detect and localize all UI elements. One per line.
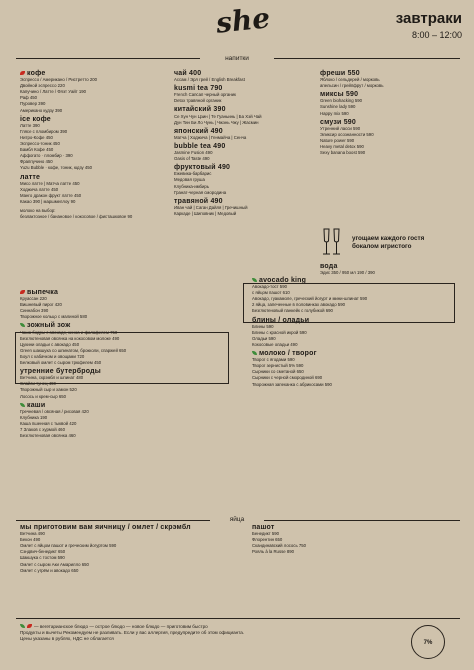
menu-item: Яблоко / сельдерей / морковь [320,77,380,83]
menu-block-title: латте [20,173,41,181]
menu-block-title: миксы 590 [320,91,359,99]
menu-item: Ежевика-барбарис [174,171,212,177]
chili-icon [20,71,25,75]
page-title: завтраки [395,10,462,27]
menu-item: Блины 590 [252,323,274,329]
menu-item: Скандинавский лосось 750 [252,543,307,549]
menu-item: Медовая груша [174,177,205,183]
section-eggs: яйца [210,516,264,523]
zozh-box [15,329,229,384]
menu-item: Detox травяной органик [174,98,222,104]
menu-block-title: блины / оладьи [252,316,310,324]
leaf-icon [20,624,25,628]
promo-line2: бокалом игристого [352,242,412,250]
menu-item: Ветчина, скрэмбл и шпинат 480 [20,375,84,381]
menu-item: Аффогато · пломбир · 390 [20,153,73,159]
menu-item: Капучино / Латте / Флэт Уайт 190 [20,89,87,95]
menu-item: Круассан 220 [20,296,47,302]
menu-item: молоко на выбор: [20,207,56,213]
menu-item: Иван чай | Саган Дайля | Гречишный [174,204,248,210]
menu-block-title: bubble tea 490 [174,142,226,150]
menu-item: Раф 450 [20,95,38,101]
footer-line3: Цены указаны в рублях, НДС не облагается [20,636,114,641]
menu-item: Green biohacking 590 [320,98,363,104]
menu-item: Гранат-черная смородина [174,189,227,195]
menu-item: Дун Тин Би Ло Чунь | Чжэнь Чжу | Жасмин [174,119,259,125]
menu-item: Нитро-Кофе 450 [20,134,53,140]
leaf-icon [252,278,257,282]
champagne-glass-icon [320,227,344,257]
menu-block-title: фреши 550 [320,70,360,77]
menu-item: Безглютеновый панкейк с голубикой 690 [252,308,333,314]
avocado-box [243,283,455,323]
menu-item: Кокосовые оладьи 490 [252,341,298,347]
menu-item: Сырники со сметаной 650 [252,369,304,375]
menu-block [20,403,126,440]
water-title: вода [320,263,338,270]
menu-item: Американо кудзу 390 [20,107,63,113]
menu-item: Сэндвич-бенедикт 650 [20,549,66,555]
menu-column [174,71,262,220]
water-item: Эдис 350 / 950 мл 190 / 390 [320,270,375,276]
menu-item: Утренний ласси 590 [320,125,361,131]
menu-item: Sexy banana boost 590 [320,150,366,156]
menu-item: Белковый омлет с сыром трюфелем 450 [20,360,102,366]
leaf-icon [252,351,257,355]
menu-item: Лосось и крем-сыр 650 [20,393,67,399]
menu-column [20,525,191,577]
menu-item: Ассам / Эрл грей / English Breakfast [174,77,245,83]
menu-item: Гречневая / овсяная / рисовая 420 [20,408,89,414]
menu-item: Oasis of Taste 490 [174,156,210,162]
menu-item: Эспрессо / Американо / Ристретто 200 [20,77,98,83]
menu-item: Творог с ягодами 590 [252,357,295,363]
menu-item: Эспрессо-тоник 450 [20,141,60,147]
logo: she [214,1,272,40]
menu-block [20,175,132,205]
menu-item: Вишневый пирог 420 [20,302,62,308]
menu-item: Авокадо-тост 590 [252,284,287,290]
menu-item: Happy mix 590 [320,110,349,116]
menu-block-title: чай 400 [174,70,202,77]
menu-block [20,71,132,114]
menu-column [20,71,132,223]
menu-item: Чаша бодры с авокадо, киноа и фалафелем 750 [20,329,118,335]
menu-block [174,165,262,195]
menu-item: Омлет с яйцом пашот и греческим йогуртом 590 [20,543,117,549]
menu-block-title: avocado king [252,278,367,284]
footer-legend: — вегетарианское блюдо — острое блюдо — новое блюдо — приготовим быстро [20,624,244,630]
menu-item: Ветчина 490 [20,531,45,537]
menu-item: Бекон 490 [20,537,41,543]
menu-item: Пуровер 390 [20,101,46,107]
menu-block [174,144,262,162]
menu-item: Боул с кабачком и овощами 720 [20,353,85,359]
menu-item: 2 яйца, запеченные в половинках авокадо 590 [252,302,345,308]
menu-item: French Сапсап черный органик [174,92,236,98]
menu-item: Каша пшенная с тыквой 420 [20,420,77,426]
menu-block [320,120,383,157]
menu-item: Бамбл Кофе 450 [20,147,54,153]
menu-item: Сырники с черной смородиной 690 [252,375,323,381]
menu-item: Двойной эспрессо 220 [20,83,65,89]
menu-item: Цукини оладьи с авокадо 450 [20,341,80,347]
menu-item: Глясе с пломбиром 390 [20,128,68,134]
menu-item: Се Хун Чун Цзин | Те Гуаньинь | Ба Хэй Чай [174,113,262,119]
leaf-icon [20,403,25,407]
menu-block [174,86,262,104]
menu-item: Творожная запеканка с абрикосами 590 [252,381,332,387]
menu-item: Блины с красной икрой 590 [252,329,307,335]
menu-item: Рояль à la Russe 890 [252,549,294,555]
menu-item: Безглютеновая овсянка 460 [20,433,76,439]
menu-item: Безглютеновая овсянка на кокосовом молоке 490 [20,335,120,341]
menu-block-title: молоко / творог [252,351,367,357]
menu-block-title: зожный зож [20,323,126,329]
menu-item: апельсин / грейпфрут / морковь [320,83,384,89]
menu-item: Творожное кольцо с малиной 580 [20,314,88,320]
menu-item: Слайси тунец 490 [20,381,56,387]
menu-item: Клубника-имбирь [174,183,210,189]
menu-item: Оладьи 590 [252,335,276,341]
menu-item: Авокадо, гуакамоле, греческий йогурт и мини-шпинат 590 [252,296,368,302]
menu-block [174,199,262,217]
menu-item: Творожный сыр и хамон 520 [20,387,77,393]
divider-footer [16,618,460,619]
menu-item: Green шакшука со шпинатом, брокколи, спаржей 650 [20,347,127,353]
menu-block-title: утренние бутерброды [20,368,101,376]
menu-block-title: kusmi tea 790 [174,85,223,93]
menu-block [252,525,306,555]
menu-item: Heavy metal detox 590 [320,144,364,150]
chili-icon [27,624,32,628]
menu-item: Мисо латте | Матча латте 450 [20,180,80,186]
menu-block [20,525,191,574]
menu-item: 7 Злаков с хурмой 460 [20,426,65,432]
menu-item: Омлет с сыром Аки Амарилло 650 [20,561,89,567]
water-block [320,264,375,276]
menu-block-title: кофе [20,71,132,77]
menu-block [174,129,262,141]
menu-item: безлактозное / банановое / кокосовое / фисташковое 90 [20,214,133,220]
menu-item: Yuzu Bubble · кофе, тоник, юдзу 450 [20,165,92,171]
leaf-icon [20,323,25,327]
menu-item: Sunshine lady 590 [320,104,356,110]
menu-block-title: каши [20,403,126,409]
menu-block-title: мы приготовим вам яичницу / омлет / скрэмбл [20,524,191,531]
menu-block-title: фруктовый 490 [174,164,231,172]
menu-item: Фраппучино 450 [20,159,53,165]
menu-block-title: смузи 590 [320,118,356,126]
menu-block [320,71,383,89]
menu-item: Nature power 590 [320,137,355,143]
menu-block-title: ice кофе [20,115,51,123]
menu-item: Флорентин 650 [252,537,283,543]
stamp-seal: 7% [411,625,445,659]
menu-block-title: японский 490 [174,127,223,135]
opening-hours: 8:00 – 12:00 [411,30,462,40]
menu-item: Клубника 190 [20,414,48,420]
menu-item: Каркаде | Шиповник | Медовый [174,210,237,216]
footer [20,624,244,642]
menu-block [252,351,367,388]
section-drinks: напитки [200,55,274,62]
menu-item: Jasmine Fusion 490 [174,150,213,156]
menu-column [252,525,306,558]
promo-text [352,235,424,250]
menu-block [20,208,132,220]
menu-block [174,71,262,83]
menu-block-title: травяной 490 [174,197,223,205]
menu-block [320,92,383,116]
menu-item: с яйцом пашот 610 [252,290,290,296]
menu-block-title: китайский 390 [174,106,226,114]
menu-block-title: пашот [252,524,275,531]
menu-item: Латте 390 [20,122,40,128]
menu-block [20,290,126,320]
menu-item: Бенедикт 590 [252,531,280,537]
menu-item: Ходжича латте 450 [20,186,59,192]
menu-item: Омлет с угрём и авокадо 650 [20,567,79,573]
menu-item: Манго дракон фрукт латте 450 [20,192,82,198]
menu-item: Какао 390 | маршмеллоу 90 [20,198,76,204]
chili-icon [20,290,25,294]
promo-line1: угощаем каждого гостя [352,235,425,242]
footer-line2: Продукты и вычеты Рекомендуем не разливать. Если у вас аллергия, предупредите об этом официанта. [20,630,245,635]
menu-item: Эликсир осознанности 590 [320,131,374,137]
menu-block-title: выпечка [20,290,126,296]
menu-item: Синнабон 390 [20,308,49,314]
menu-item: Матча | Ходжича | Генмайча | Сенча [174,134,247,140]
menu-block [174,107,262,125]
menu-item: Творог зернистый 5% 590 [252,363,304,369]
menu-column [320,71,383,159]
menu-block [20,117,132,172]
menu-item: Шакшука с тостом 590 [20,555,65,561]
